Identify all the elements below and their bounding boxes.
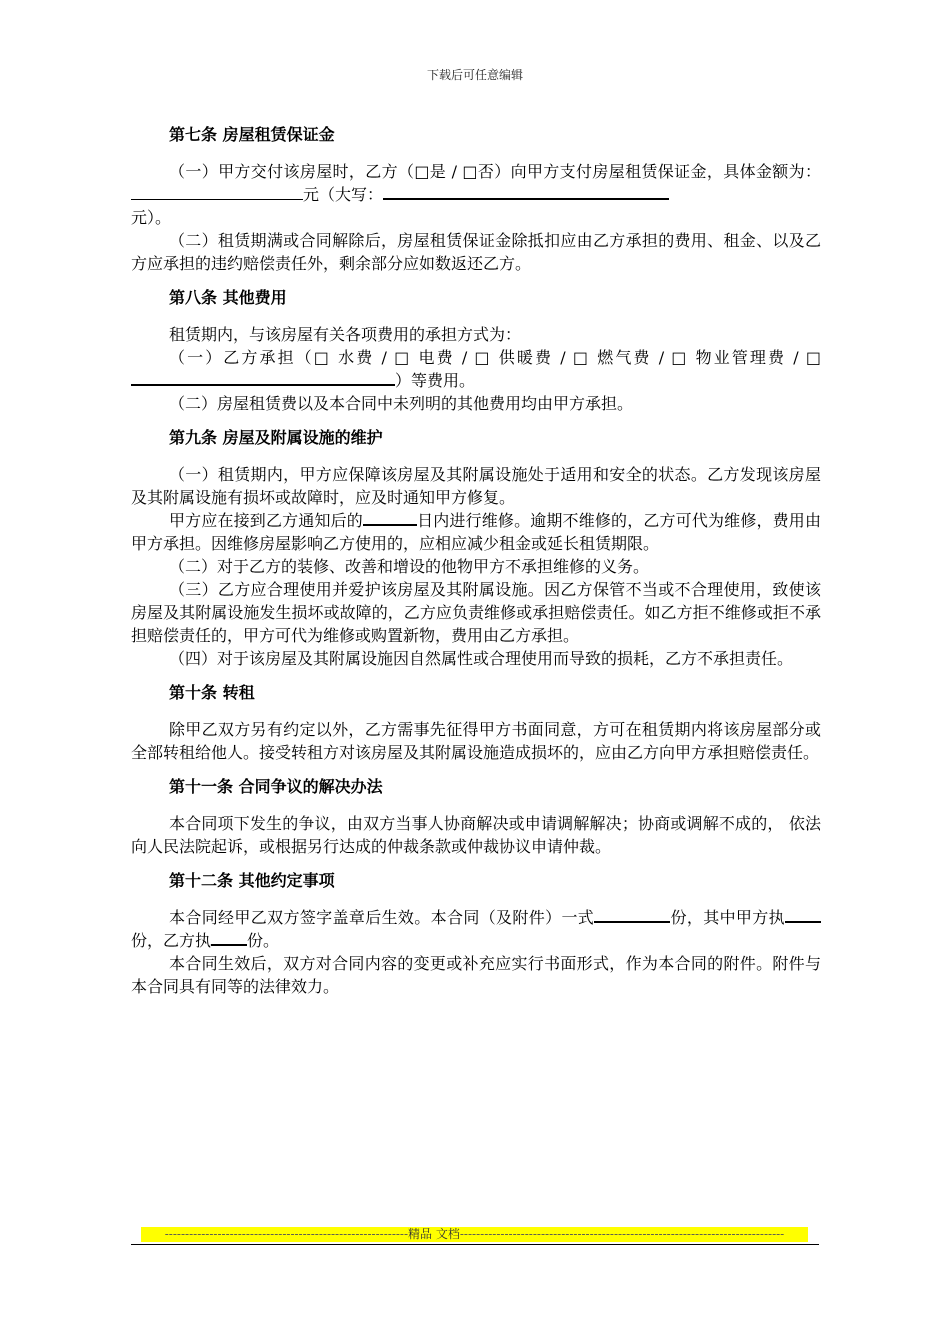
section-10-title: 第十条 转租	[169, 683, 255, 702]
section-12-para-1-text-c: 份，乙方执	[131, 931, 212, 950]
section-8-para-1: 租赁期内，与该房屋有关各项费用的承担方式为：	[169, 325, 522, 344]
repair-days-blank[interactable]	[363, 510, 417, 526]
section-7-para-1-text-b: 元（大写：	[303, 185, 384, 204]
section-7-para-1	[131, 160, 821, 229]
section-11-title: 第十一条 合同争议的解决办法	[169, 777, 383, 796]
section-9-para-1: （一）租赁期内，甲方应保障该房屋及其附属设施处于适用和安全的状态。乙方发现该房屋及其附属设施有损坏或故障时，应及时通知甲方修复。	[131, 465, 821, 507]
section-12-para-1-text: 本合同经甲乙双方签字盖章后生效。本合同（及附件）一式	[169, 908, 595, 927]
section-10-para-1: 除甲乙双方另有约定以外，乙方需事先征得甲方书面同意，方可在租赁期内将该房屋部分或全部转租给他人。接受转租方对该房屋及其附属设施造成损坏的，应由乙方向甲方承担赔偿责任。	[131, 720, 821, 762]
header-note: 下载后可任意编辑	[426, 68, 523, 82]
footer-rule	[131, 1244, 819, 1245]
section-8-para-2-text: （一）乙方承担（□ 水费 / □ 电费 / □ 供暖费 / □ 燃气费 / □ 物业管理费 / □	[169, 348, 821, 367]
contract-body	[131, 124, 821, 1010]
section-8-para-2-text-b: ）等费用。	[395, 371, 476, 390]
section-9-para-4: （三）乙方应合理使用并爱护该房屋及其附属设施。因乙方保管不当或不合理使用，致使该房屋及其附属设施发生损坏或故障的，乙方应负责维修或承担赔偿责任。如乙方拒不维修或拒不承担赔偿责任的，甲方可代为维修或购置新物，费用由乙方承担。	[131, 580, 821, 645]
section-8-para-2	[131, 346, 821, 392]
section-10	[131, 682, 821, 764]
footer-label: 精品 文档	[408, 1227, 460, 1241]
footer-dashes-left: ------------------------------------------------------------	[164, 1227, 409, 1241]
footer-highlight-bar	[141, 1227, 808, 1242]
section-9-para-2	[131, 509, 821, 555]
section-7-para-2: （二）租赁期满或合同解除后，房屋租赁保证金除抵扣应由乙方承担的费用、租金、以及乙方应承担的违约赔偿责任外，剩余部分应如数返还乙方。	[131, 231, 821, 273]
copies-party-b-blank[interactable]	[211, 930, 247, 946]
section-9-para-5: （四）对于该房屋及其附属设施因自然属性或合理使用而导致的损耗，乙方不承担责任。	[169, 649, 794, 668]
footer-dashes-right: --------------------------------------------------------------------------------	[459, 1227, 785, 1241]
section-9	[131, 427, 821, 670]
section-11-para-1: 本合同项下发生的争议，由双方当事人协商解决或申请调解解决；协商或调解不成的， 依法向人民法院起诉，或根据另行达成的仲裁条款或仲裁协议申请仲裁。	[131, 814, 821, 856]
section-7-para-1-text-c: 元）。	[131, 208, 172, 227]
section-9-para-2-text-b: 日内进行维修。逾期不维修的，乙方可代为维修，费用由甲方承担。因维修房屋影响乙方使用的，应相应减少租金或延长租赁期限。	[131, 511, 821, 553]
section-9-para-3: （二）对于乙方的装修、改善和增设的他物甲方不承担维修的义务。	[169, 557, 650, 576]
copies-party-a-blank[interactable]	[785, 907, 821, 923]
section-9-para-2-text: 甲方应在接到乙方通知后的	[169, 511, 363, 530]
section-12-para-1-text-b: 份，其中甲方执	[670, 908, 785, 927]
section-12	[131, 870, 821, 998]
deposit-uppercase-blank[interactable]	[383, 184, 669, 200]
section-8-para-3: （二）房屋租赁费以及本合同中未列明的其他费用均由甲方承担。	[169, 394, 634, 413]
section-8	[131, 287, 821, 415]
section-7-para-1-text: （一）甲方交付该房屋时，乙方（□是 / □否）向甲方支付房屋租赁保证金，具体金额为：	[169, 162, 821, 181]
section-12-para-2: 本合同生效后，双方对合同内容的变更或补充应实行书面形式，作为本合同的附件。附件与本合同具有同等的法律效力。	[131, 954, 821, 996]
section-12-para-1-text-d: 份。	[247, 931, 280, 950]
section-12-title: 第十二条 其他约定事项	[169, 871, 335, 890]
deposit-amount-blank[interactable]	[131, 185, 303, 200]
section-11	[131, 776, 821, 858]
section-8-title: 第八条 其他费用	[169, 288, 287, 307]
section-12-para-1	[131, 906, 821, 952]
section-7-title: 第七条 房屋租赁保证金	[169, 125, 335, 144]
other-fee-blank[interactable]	[131, 370, 395, 386]
copies-total-blank[interactable]	[594, 907, 670, 923]
section-9-title: 第九条 房屋及附属设施的维护	[169, 428, 383, 447]
section-7	[131, 124, 821, 275]
